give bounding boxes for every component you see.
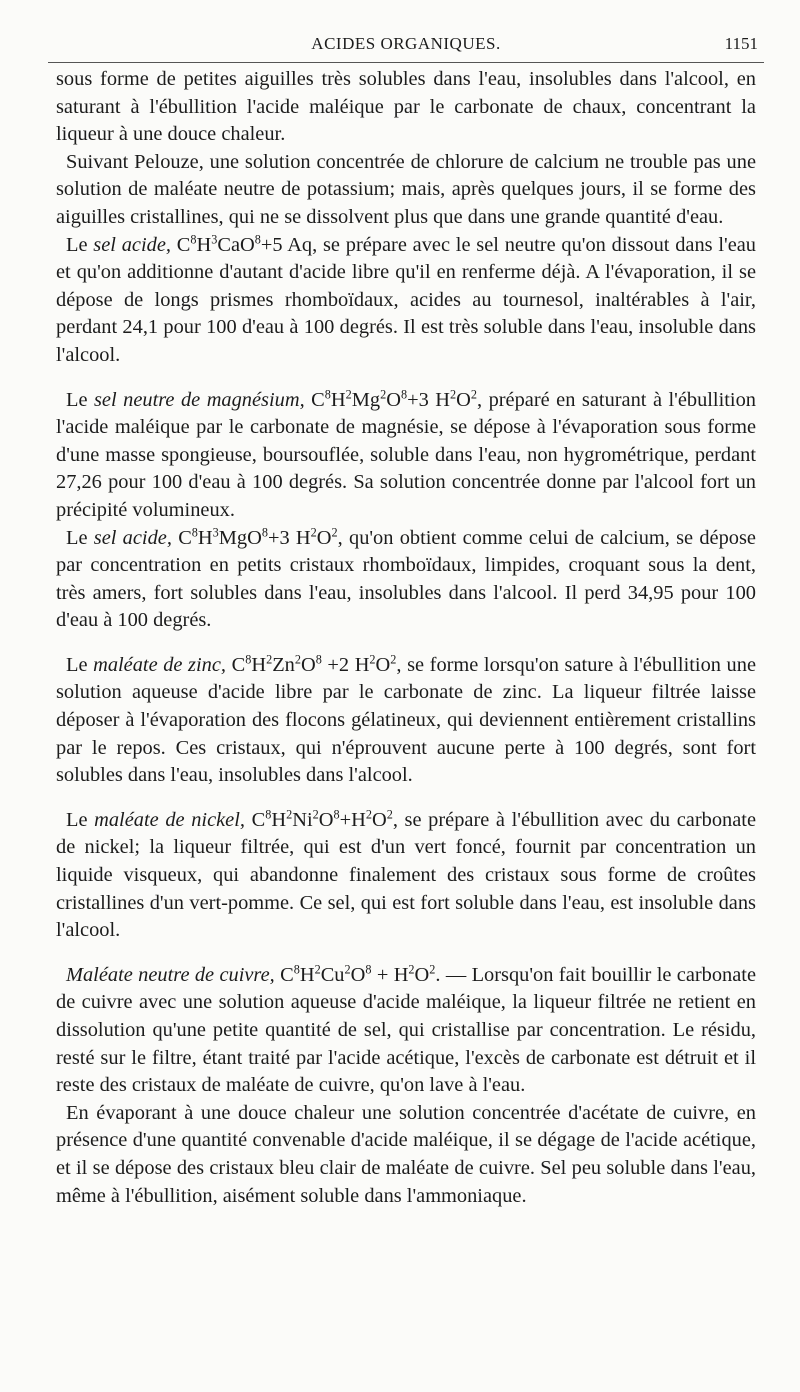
text-run: O <box>318 808 334 831</box>
text-run: , se forme lorsqu'on sature à l'ébullition une solution aqueuse d'acide libre par le carbonate de zinc. La liqueur filtrée laisse déposer à l'évaporation des flocons gélatineux, qui deviennent entièrement cristallins par le repos. Ces cristaux, qui n'éprouvent aucune perte à 100 degrés, sont fort solubles dans l'eau, insolubles dans l'alcool. <box>56 653 756 787</box>
formula-superscript: 2 <box>345 387 352 402</box>
text-run: En évaporant à une douce chaleur une solution concentrée d'acétate de cuivre, en présence d'une quantité convenable d'acide maléique, il se dégage de l'acide acétique, et il se dépose des cristaux bleu clair de maléate de cuivre. Sel peu soluble dans l'eau, même à l'ébullition, aisément soluble dans l'ammoniaque. <box>56 1101 756 1207</box>
text-run: CaO <box>217 233 255 256</box>
text-run: C <box>170 233 191 256</box>
text-run: C <box>304 388 325 411</box>
formula-superscript: 8 <box>333 807 340 822</box>
italic-term: sel acide, <box>93 526 172 549</box>
italic-term: maléate de nickel, <box>94 808 245 831</box>
text-run: +5 Aq, se prépare avec le sel neutre qu'on dissout dans l'eau et qu'on additionne d'autant d'acide libre qu'il en renferme déjà. A l'évaporation, il se dépose de longs prismes rhomboïdaux, acides au tournesol, inaltérables à l'air, perdant 24,1 pour 100 d'eau à 100 degrés. Il est très soluble dans l'eau, insoluble dans l'alcool. <box>56 233 756 366</box>
text-run: H <box>271 808 287 831</box>
text-run: O <box>316 526 332 549</box>
text-run: O <box>375 653 391 676</box>
text-run: Ni <box>292 808 313 831</box>
italic-term: sel acide, <box>93 233 171 256</box>
paragraph-copper-acetate-method <box>56 1100 756 1210</box>
paragraph-magnesium-acid-salt <box>56 525 756 635</box>
formula-superscript: 2 <box>380 387 387 402</box>
running-title: ACIDES ORGANIQUES. <box>311 34 501 53</box>
text-run: , se prépare à l'ébullition avec du carbonate de nickel; la liqueur filtrée, qui est d'un vert foncé, fournit par concentration un liquide visqueux, qui abandonne finalement des cristaux sous forme de croûtes cristallines d'un vert-pomme. Ce sel, qui est fort soluble dans l'eau, est insoluble dans l'alcool. <box>56 808 757 942</box>
formula-superscript: 8 <box>254 232 261 247</box>
text-run: . — Lorsqu'on fait bouillir le carbonate de cuivre avec une solution aqueuse d'acide maléique, la liqueur filtrée ne retient en dissolution qu'une petite quantité de sel, qui cristallise par concentration. Le résidu, resté sur le filtre, étant traité par l'acide acétique, l'excès de carbonate est détruit et il reste des cristaux de maléate de cuivre, qu'on lave à l'eau. <box>56 963 757 1097</box>
text-run: H <box>197 526 213 549</box>
italic-term: maléate de zinc, <box>93 653 227 676</box>
text-run: Le <box>66 388 94 411</box>
text-run: Zn <box>272 653 295 676</box>
text-run: O <box>414 963 430 986</box>
text-run: Le <box>66 526 94 549</box>
formula-superscript: 2 <box>310 525 317 540</box>
text-run: C <box>226 653 246 676</box>
text-run: C <box>244 808 266 831</box>
text-run: MgO <box>218 526 262 549</box>
text-run: H <box>196 233 212 256</box>
formula-superscript: 2 <box>470 387 477 402</box>
text-run: + H <box>371 963 409 986</box>
text-run: +3 H <box>407 388 450 411</box>
text-run: O <box>386 388 401 411</box>
text-run: C <box>274 963 294 986</box>
text-run: Le <box>66 653 94 676</box>
paragraph-zinc-maleate <box>56 652 756 790</box>
formula-superscript: 2 <box>314 962 321 977</box>
formula-superscript: 2 <box>450 387 457 402</box>
paragraph-magnesium-neutral-salt <box>56 387 756 525</box>
text-run: H <box>251 653 267 676</box>
formula-superscript: 2 <box>344 962 351 977</box>
body-text <box>56 66 756 1210</box>
text-run: +H <box>339 808 366 831</box>
formula-superscript: 2 <box>390 652 397 667</box>
formula-superscript: 8 <box>261 525 268 540</box>
paragraph-nickel-maleate <box>56 807 756 945</box>
formula-superscript: 2 <box>386 807 393 822</box>
text-run: O <box>350 963 366 986</box>
text-run: Suivant Pelouze, une solution concentrée de chlorure de calcium ne trouble pas une solution de maléate neutre de potassium; mais, après quelques jours, il se forme des aiguilles cristallines, qui ne se dissolvent plus que dans une grande quantité d'eau. <box>56 150 756 228</box>
formula-superscript: 8 <box>191 525 198 540</box>
formula-superscript: 2 <box>266 652 273 667</box>
page-number: 1151 <box>724 34 758 53</box>
formula-superscript: 3 <box>211 232 218 247</box>
formula-superscript: 2 <box>294 652 301 667</box>
header-rule <box>48 62 764 63</box>
text-run: +3 H <box>267 526 311 549</box>
formula-superscript: 8 <box>265 807 272 822</box>
text-run: O <box>300 653 316 676</box>
text-run: Le <box>66 233 94 256</box>
italic-term: Maléate neutre de cuivre, <box>66 963 275 986</box>
text-run: O <box>456 388 471 411</box>
formula-superscript: 2 <box>369 652 376 667</box>
italic-term: sel neutre de magnésium, <box>94 388 305 411</box>
paragraph-copper-maleate <box>56 962 756 1100</box>
formula-superscript: 8 <box>365 962 372 977</box>
formula-superscript: 8 <box>324 387 331 402</box>
text-run: +2 H <box>321 653 370 676</box>
formula-superscript: 8 <box>245 652 252 667</box>
formula-superscript: 2 <box>331 525 338 540</box>
text-run: O <box>371 808 387 831</box>
formula-superscript: 8 <box>293 962 300 977</box>
text-run: H <box>299 963 315 986</box>
paragraph-calcium-acid-salt <box>56 232 756 370</box>
text-run: Mg <box>351 388 381 411</box>
text-run: sous forme de petites aiguilles très solubles dans l'eau, insolubles dans l'alcool, en saturant à l'ébullition l'acide maléique par le carbonate de chaux, concentrant la liqueur à une douce chaleur. <box>56 68 756 146</box>
text-run: Cu <box>320 963 345 986</box>
text-run: Le <box>66 808 95 831</box>
formula-superscript: 2 <box>429 962 436 977</box>
formula-superscript: 2 <box>408 962 415 977</box>
text-run: , préparé en saturant à l'ébullition l'acide maléique par le carbonate de magnésie, se dépose à l'évaporation sous forme d'une masse spongieuse, boursouflée, soluble dans l'eau, non hygrométrique, perdant 27,26 pour 100 d'eau à 100 degrés. Sa solution concentrée donne par l'alcool fort un précipité volumineux. <box>56 388 756 521</box>
paragraph-calcium-maleate-end <box>56 66 756 149</box>
formula-superscript: 2 <box>365 807 372 822</box>
formula-superscript: 2 <box>286 807 293 822</box>
paragraph-pelouze <box>56 149 756 232</box>
text-run: H <box>330 388 346 411</box>
text-run: , qu'on obtient comme celui de calcium, se dépose par concentration en petits cristaux rhomboïdaux, limpides, croquant sous la dent, très amers, fort solubles dans l'eau, insolubles dans l'alcool. Il perd 34,95 pour 100 d'eau à 100 degrés. <box>56 526 756 632</box>
formula-superscript: 8 <box>190 232 197 247</box>
formula-superscript: 2 <box>312 807 319 822</box>
formula-superscript: 8 <box>400 387 408 402</box>
formula-superscript: 3 <box>212 525 219 540</box>
text-run: C <box>171 526 192 549</box>
page-header <box>48 34 764 58</box>
formula-superscript: 8 <box>315 652 322 667</box>
